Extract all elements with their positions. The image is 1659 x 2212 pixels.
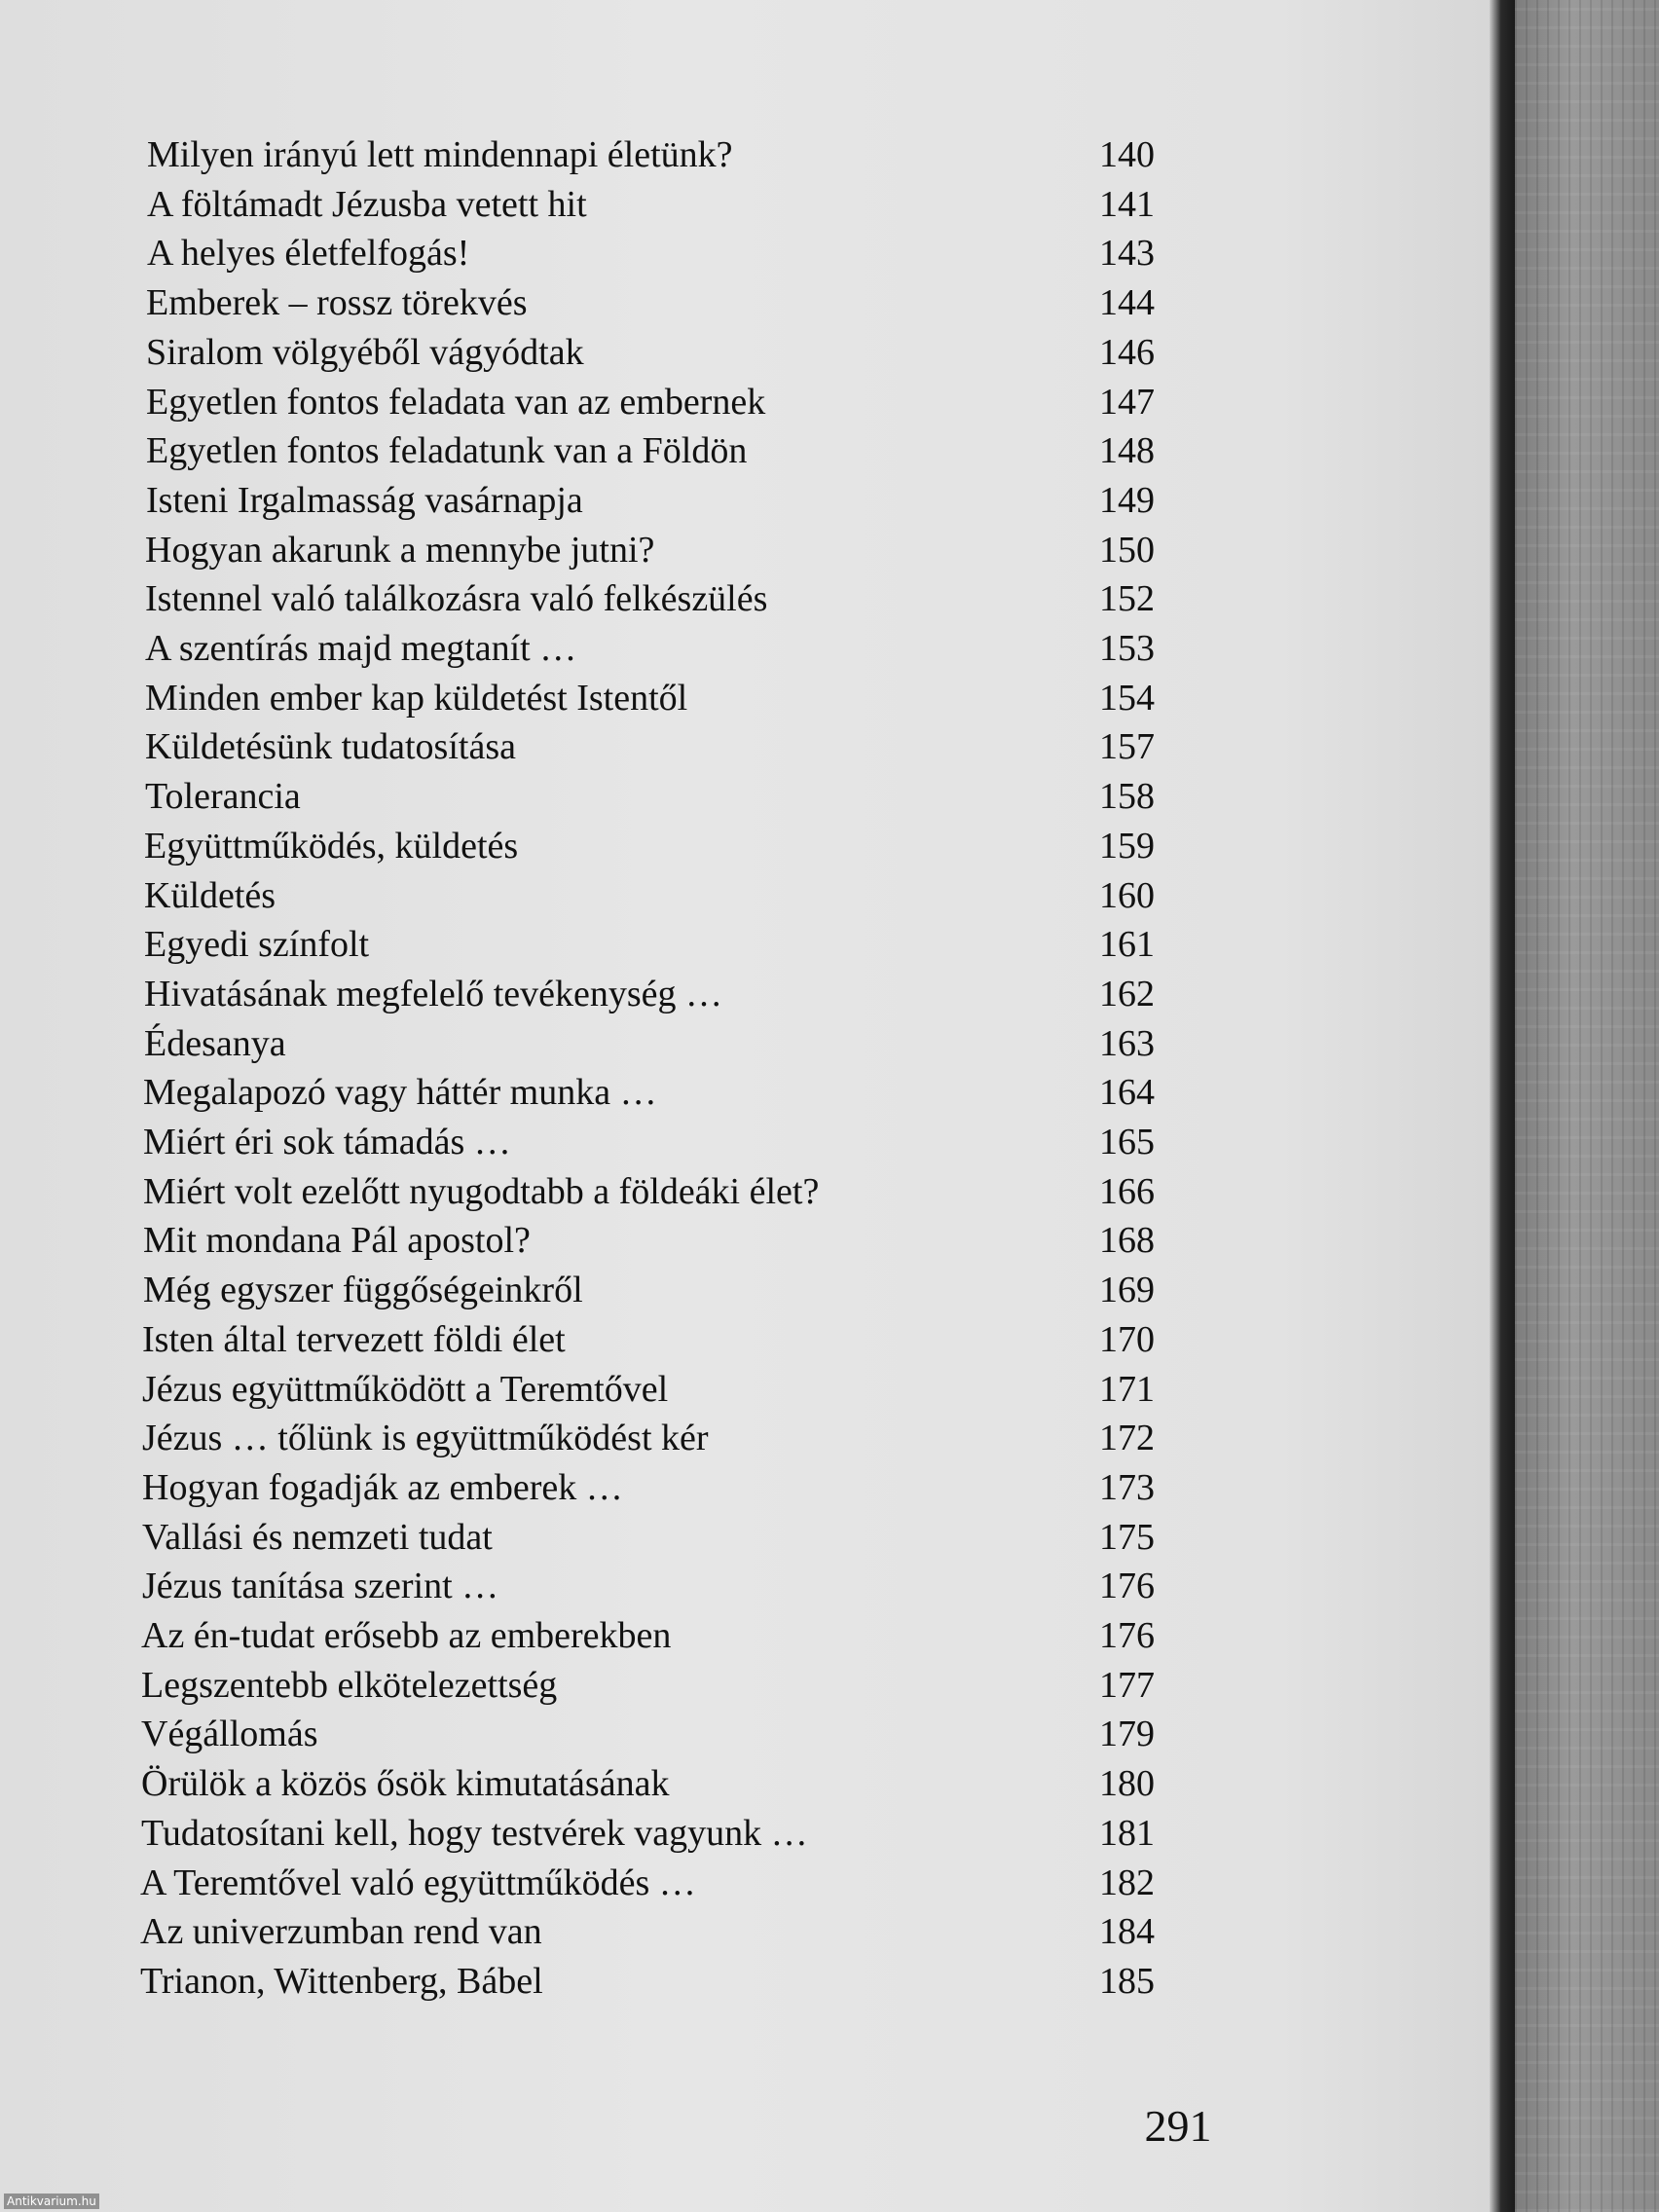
toc-entry-page: 147 xyxy=(1099,382,1155,423)
toc-entry xyxy=(0,624,1501,673)
toc-entry-page: 163 xyxy=(1099,1023,1155,1064)
toc-entry-page: 158 xyxy=(1099,776,1155,817)
toc-entry-title: Egyetlen fontos feladatunk van a Földön xyxy=(146,430,748,471)
toc-entry-title: Megalapozó vagy háttér munka … xyxy=(143,1072,657,1113)
toc-entry-page: 159 xyxy=(1099,826,1155,866)
toc-entry xyxy=(0,526,1501,574)
toc-entry-title: Tolerancia xyxy=(145,776,301,817)
toc-entry xyxy=(0,920,1501,969)
toc-entry xyxy=(0,822,1501,870)
toc-entry-page: 173 xyxy=(1099,1467,1155,1508)
toc-entry-page: 164 xyxy=(1099,1072,1155,1113)
toc-entry-title: Hivatásának megfelelő tevékenység … xyxy=(144,974,723,1014)
toc-entry xyxy=(0,328,1501,377)
toc-entry xyxy=(0,278,1501,327)
toc-entry-page: 166 xyxy=(1099,1171,1155,1212)
toc-entry xyxy=(0,229,1501,277)
toc-entry xyxy=(0,1463,1501,1512)
toc-entry xyxy=(0,772,1501,821)
toc-entry-title: A szentírás majd megtanít … xyxy=(145,628,577,669)
toc-entry-page: 182 xyxy=(1099,1862,1155,1903)
toc-entry xyxy=(0,1907,1501,1956)
toc-entry-title: Az én-tudat erősebb az emberekben xyxy=(141,1615,672,1656)
toc-entry xyxy=(0,180,1501,229)
toc-entry-title: Jézus tanítása szerint … xyxy=(142,1566,499,1606)
toc-entry-title: Hogyan fogadják az emberek … xyxy=(142,1467,623,1508)
watermark-label: Antikvarium.hu xyxy=(4,2194,99,2209)
toc-entry-page: 172 xyxy=(1099,1418,1155,1458)
toc-entry-title: Még egyszer függőségeinkről xyxy=(143,1270,583,1310)
toc-entry xyxy=(0,970,1501,1018)
toc-entry-title: Az univerzumban rend van xyxy=(140,1911,542,1952)
toc-entry-title: Miért volt ezelőtt nyugodtabb a földeáki élet? xyxy=(143,1171,820,1212)
toc-entry-title: Legszentebb elkötelezettség xyxy=(141,1665,558,1706)
toc-entry-page: 168 xyxy=(1099,1220,1155,1261)
toc-entry-page: 185 xyxy=(1099,1961,1155,2002)
toc-entry-page: 141 xyxy=(1099,184,1155,225)
toc-entry-title: Hogyan akarunk a mennybe jutni? xyxy=(145,530,655,571)
toc-entry xyxy=(0,722,1501,771)
toc-entry xyxy=(0,1315,1501,1364)
toc-entry xyxy=(0,1068,1501,1117)
toc-entry-page: 160 xyxy=(1099,875,1155,916)
toc-entry xyxy=(0,1414,1501,1462)
toc-entry xyxy=(0,1759,1501,1808)
toc-entry-page: 162 xyxy=(1099,974,1155,1014)
toc-entry xyxy=(0,1167,1501,1216)
toc-entry xyxy=(0,476,1501,525)
toc-entry xyxy=(0,1562,1501,1610)
toc-entry xyxy=(0,1365,1501,1414)
toc-entry-title: Küldetésünk tudatosítása xyxy=(145,726,516,767)
toc-entry-title: Emberek – rossz törekvés xyxy=(146,282,528,323)
toc-entry-page: 175 xyxy=(1099,1517,1155,1558)
toc-entry xyxy=(0,426,1501,475)
toc-entry xyxy=(0,871,1501,920)
toc-entry-title: Együttműködés, küldetés xyxy=(144,826,519,866)
toc-entry xyxy=(0,1019,1501,1068)
toc-entry-page: 144 xyxy=(1099,282,1155,323)
toc-entry-title: A föltámadt Jézusba vetett hit xyxy=(147,184,587,225)
toc-entry-page: 149 xyxy=(1099,480,1155,521)
toc-entry-page: 148 xyxy=(1099,430,1155,471)
toc-entry xyxy=(0,574,1501,623)
toc-entry-page: 140 xyxy=(1099,134,1155,175)
toc-entry xyxy=(0,1216,1501,1265)
book-spine xyxy=(1490,0,1515,2212)
toc-entry xyxy=(0,1611,1501,1660)
toc-entry-page: 176 xyxy=(1099,1615,1155,1656)
toc-entry-page: 153 xyxy=(1099,628,1155,669)
toc-entry-title: Jézus együttműködött a Teremtővel xyxy=(142,1369,669,1410)
wood-background xyxy=(1515,0,1659,2212)
toc-entry-page: 146 xyxy=(1099,332,1155,373)
toc-entry xyxy=(0,1957,1501,2006)
toc-entry-page: 170 xyxy=(1099,1319,1155,1360)
toc-entry-page: 161 xyxy=(1099,924,1155,965)
toc-entry xyxy=(0,1513,1501,1562)
toc-entry-page: 169 xyxy=(1099,1270,1155,1310)
toc-entry-title: Vallási és nemzeti tudat xyxy=(142,1517,493,1558)
page-number: 291 xyxy=(1144,2101,1212,2151)
toc-entry-title: Egyedi színfolt xyxy=(144,924,370,965)
toc-entry-page: 179 xyxy=(1099,1714,1155,1754)
toc-entry-page: 171 xyxy=(1099,1369,1155,1410)
toc-entry xyxy=(0,1710,1501,1758)
toc-entry xyxy=(0,1859,1501,1907)
toc-entry xyxy=(0,130,1501,179)
toc-entry-title: Istennel való találkozásra való felkészülés xyxy=(145,578,768,619)
toc-entry-page: 180 xyxy=(1099,1763,1155,1804)
toc-entry xyxy=(0,674,1501,722)
toc-entry-title: Milyen irányú lett mindennapi életünk? xyxy=(147,134,733,175)
toc-entry-title: A helyes életfelfogás! xyxy=(147,233,470,274)
toc-entry-page: 154 xyxy=(1099,678,1155,719)
toc-entry-title: Jézus … tőlünk is együttműködést kér xyxy=(142,1418,709,1458)
toc-entry-page: 176 xyxy=(1099,1566,1155,1606)
toc-entry-page: 177 xyxy=(1099,1665,1155,1706)
toc-entry-title: Trianon, Wittenberg, Bábel xyxy=(140,1961,543,2002)
toc-entry-page: 150 xyxy=(1099,530,1155,571)
toc-entry xyxy=(0,1118,1501,1166)
toc-entry-page: 165 xyxy=(1099,1122,1155,1162)
toc-entry xyxy=(0,378,1501,426)
toc-entry-page: 143 xyxy=(1099,233,1155,274)
toc-entry-page: 152 xyxy=(1099,578,1155,619)
toc-entry xyxy=(0,1809,1501,1858)
toc-entry-title: Végállomás xyxy=(141,1714,318,1754)
toc-entry-title: Egyetlen fontos feladata van az embernek xyxy=(146,382,766,423)
toc-entry xyxy=(0,1661,1501,1710)
toc-entry-page: 181 xyxy=(1099,1813,1155,1854)
toc-entry-page: 184 xyxy=(1099,1911,1155,1952)
toc-entry-title: Miért éri sok támadás … xyxy=(143,1122,511,1162)
toc-entry-title: Küldetés xyxy=(144,875,276,916)
toc-entry-title: Tudatosítani kell, hogy testvérek vagyunk … xyxy=(141,1813,808,1854)
toc-entry-title: Örülök a közös ősök kimutatásának xyxy=(141,1763,670,1804)
toc-entry-title: Mit mondana Pál apostol? xyxy=(143,1220,531,1261)
toc-entry-title: Siralom völgyéből vágyódtak xyxy=(146,332,584,373)
toc-entry xyxy=(0,1266,1501,1314)
toc-entry-title: Édesanya xyxy=(144,1023,286,1064)
toc-entry-title: Isteni Irgalmasság vasárnapja xyxy=(146,480,583,521)
toc-entry-page: 157 xyxy=(1099,726,1155,767)
toc-entry-title: A Teremtővel való együttműködés … xyxy=(140,1862,696,1903)
toc-entry-title: Isten által tervezett földi élet xyxy=(142,1319,566,1360)
toc-entry-title: Minden ember kap küldetést Istentől xyxy=(145,678,688,719)
